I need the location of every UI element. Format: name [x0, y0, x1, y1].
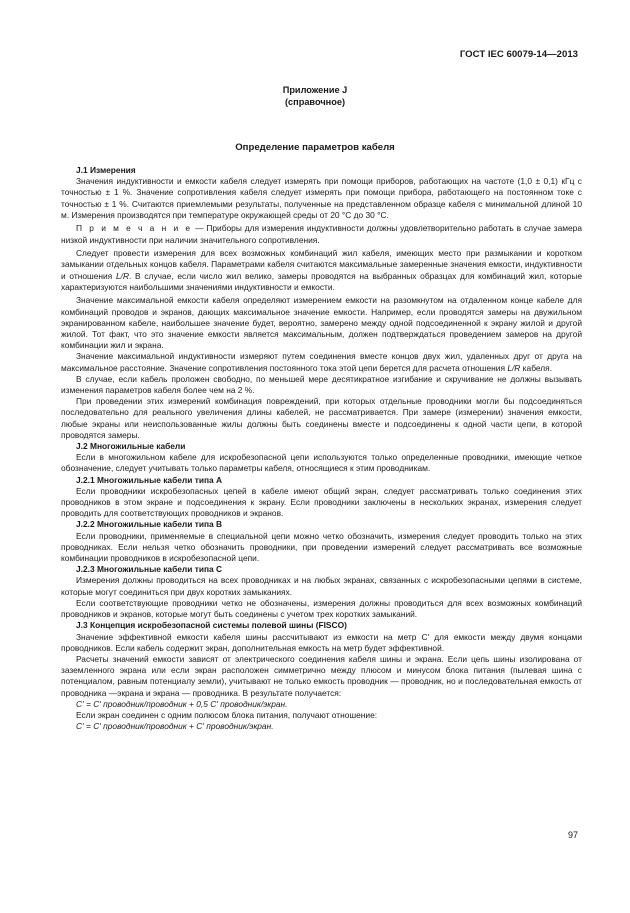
paragraph: Значение эффективной емкости кабеля шины рассчитывают из емкости на метр С' для емкости между двумя концами проводников. Если кабель содержит экран, дополнительная емкость на метр будет эффективной.	[61, 631, 582, 653]
text-run: Следует провести измерения для всех возможных комбинаций жил кабеля, имеющих место при размыкании и коротком замыкании отдельных концов кабеля. Параметрами кабеля считаются максимальные замеренные значения емкости, индуктивности и отношения	[61, 248, 582, 281]
paragraph: Если экран соединен с одним полюсом блока питания, получают отношение:	[76, 709, 378, 720]
note-label: П р и м е ч а н и е	[76, 223, 193, 234]
annex-heading	[0, 84, 630, 108]
heading-j1: J.1 Измерения	[76, 165, 136, 175]
text-run: . В случае, если число жил велико, замеры проводятся на выбранных образцах для комбинаций жил, которые характеризуются наибольшими значениями индуктивности и емкости.	[61, 270, 583, 292]
paragraph: Если проводники искробезопасных цепей в кабеле имеют общий экран, следует рассматривать только соединения этих проводников в этом экране и подсоединения к экрану. Если проводники заключены в нескольких экранах, измерения следует проводить для соответствующих проводников и экранов.	[61, 485, 582, 519]
section-title: Определение параметров кабеля	[235, 142, 395, 153]
page-number: 97	[567, 830, 578, 840]
heading-j21: J.2.1 Многожильные кабели типа А	[76, 474, 223, 485]
standard-header: ГОСТ IEC 60079-14—2013	[459, 49, 578, 60]
paragraph: Значения индуктивности и емкости кабеля следует измерять при помощи приборов, работающих на частоте (1,0 ± 0,1) кГц с точностью ± 1 %. Значение сопротивления кабеля следует измерять при помощи прибора, работающего на постоянном токе с точностью ± 1 %. Считаются приемлемыми результаты, полученные на представленном образце кабеля с минимальной длиной 10 м. Измерения производятся при температуре окружающей среды от 20 °С до 30 °С.	[61, 176, 582, 220]
heading-j22: J.2.2 Многожильные кабели типа В	[76, 519, 223, 530]
note-text: — Приборы для измерения индуктивности должны удовлетворительно работать в случае замера низкой индуктивности при наличии значительного сопротивления.	[61, 223, 582, 245]
formula-2: С' = С' проводник/проводник + С' проводник/экран.	[76, 721, 274, 732]
note-paragraph	[61, 223, 582, 245]
paragraph: Значение максимальной емкости кабеля определяют измерением емкости на разомкнутом на отдаленном конце кабеле для комбинаций проводов и экранов, дающих максимальное значение емкости. Например, если проводятся замеры на двужильном экранированном кабеле, наибольшее значение будет, вероятно, замерено между одной подсоединенной к экрану жилой и другой жилой. Тот факт, что это значение емкости является максимальным, должен подтверждаться проведением замеров на другой комбинации жил и экрана.	[61, 295, 582, 351]
paragraph	[61, 351, 582, 373]
paragraph	[61, 248, 582, 293]
paragraph: Расчеты значений емкости зависят от электрического соединения кабеля шины и экрана. Если цепь шины изолирована от заземленного экрана или если экран расположен симметрично между плюсом и минусом блока питания (пылевая шина с потенциалом, равным потенциалу земли), учитывают не только емкость проводник — проводник, но и последовательная емкость от проводника —экрана и экрана — проводника. В результате получается:	[61, 653, 582, 698]
annex-subtitle: (справочное)	[284, 97, 345, 107]
paragraph: Если соответствующие проводники четко не обозначены, измерения должны проводиться для всех возможных комбинаций проводников и экранов, которые могут быть соединены с учетом трех коротких замыканий.	[61, 597, 582, 620]
heading-j2: J.2 Многожильные кабели	[76, 441, 186, 452]
annex-title: Приложение J	[282, 85, 348, 95]
document-body	[61, 165, 582, 732]
paragraph: Измерения должны проводиться на всех проводниках и на любых экранах, связанных с искробезопасными цепями в системе, которые могут соединиться при двух коротких замыканиях.	[61, 575, 582, 597]
formula-lr: L/R	[507, 362, 521, 373]
formula-1: С' = С' проводник/проводник + 0,5 С' проводник/экран.	[76, 698, 288, 709]
text-run: Значение максимальной индуктивности измеряют путем соединения вместе концов двух жил, удаленных друг от друга на максимальное расстояние. Значение сопротивления постоянного тока этой цепи берется для расчета отношения	[61, 351, 582, 373]
paragraph: В случае, если кабель проложен свободно, по меньшей мере десятикратное изгибание и скручивание не должны вызывать изменения параметров кабеля более чем на 2 %.	[61, 373, 582, 396]
paragraph: При проведении этих измерений комбинация повреждений, при которых отдельные проводники могли бы подсоединяться последовательно для реального увеличения длины кабелей, не рассматривается. При замере (измерении) значения емкости, любые экраны или неиспользованные жилы должны быть соединены вместе и подсоединены к одной части цепи, в которой проводятся замеры.	[61, 396, 582, 440]
formula-lr: L/R	[115, 270, 129, 281]
paragraph: Если в многожильном кабеле для искробезопасной цепи используются только определенные проводники, имеющие четкое обозначение, следует учитывать только параметры кабеля, относящиеся к этим проводникам.	[61, 452, 582, 474]
paragraph: Если проводники, применяемые в специальной цепи можно четко обозначить, измерения следует проводить только на этих проводниках. Если нельзя четко обозначить проводники, при проведении измерений следует рассматривать все возможные комбинации проводников в искробезопасной цепи.	[61, 530, 582, 564]
heading-j23: J.2.3 Многожильные кабели типа С	[76, 564, 223, 575]
text-run: кабеля.	[520, 362, 553, 373]
heading-j3: J.3 Концепция искробезопасной системы полевой шины (FISCO)	[76, 620, 347, 631]
